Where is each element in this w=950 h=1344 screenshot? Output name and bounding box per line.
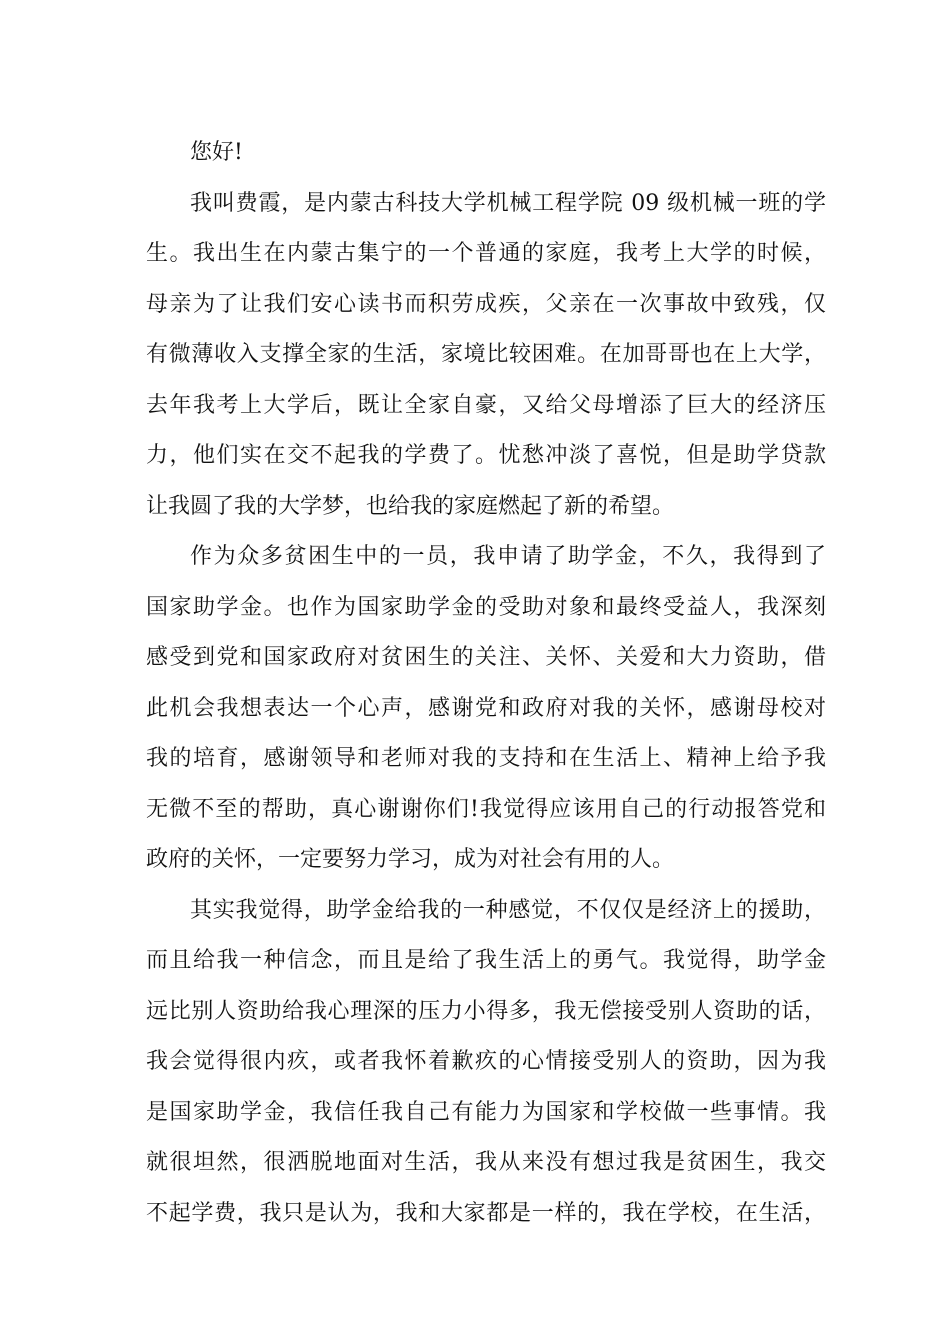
- paragraph-3-line-7: 不起学费，我只是认为，我和大家都是一样的，我在学校，在生活，: [146, 1200, 826, 1226]
- paragraph-2-line-6: 无微不至的帮助，真心谢谢你们!我觉得应该用自己的行动报答党和: [146, 796, 826, 822]
- paragraph-1-line-4: 有微薄收入支撑全家的生活，家境比较困难。在加哥哥也在上大学，: [146, 342, 826, 367]
- paragraph-1-line-1: 我叫费霞，是内蒙古科技大学机械工程学院 09 级机械一班的学: [190, 190, 826, 216]
- paragraph-1-line-5: 去年我考上大学后，既让全家自豪，又给父母增添了巨大的经济压: [146, 392, 826, 418]
- paragraph-2-line-1: 作为众多贫困生中的一员，我申请了助学金，不久，我得到了: [190, 544, 826, 569]
- paragraph-1-line-7: 让我圆了我的大学梦，也给我的家庭燃起了新的希望。: [146, 493, 675, 519]
- paragraph-2-line-2: 国家助学金。也作为国家助学金的受助对象和最终受益人，我深刻: [146, 594, 826, 620]
- paragraph-1-line-2: 生。我出生在内蒙古集宁的一个普通的家庭，我考上大学的时候，: [146, 241, 826, 266]
- paragraph-2-line-5: 我的培育，感谢领导和老师对我的支持和在生活上、精神上给予我: [146, 746, 826, 771]
- paragraph-2-line-4: 此机会我想表达一个心声，感谢党和政府对我的关怀，感谢母校对: [146, 695, 826, 721]
- paragraph-1-line-6: 力，他们实在交不起我的学费了。忧愁冲淡了喜悦，但是助学贷款: [146, 443, 826, 468]
- greeting-line: 您好!: [190, 140, 243, 165]
- letter-body: [146, 128, 826, 1239]
- paragraph-3-line-5: 是国家助学金，我信任我自己有能力为国家和学校做一些事情。我: [146, 1099, 826, 1125]
- paragraph-3-line-1: 其实我觉得，助学金给我的一种感觉，不仅仅是经济上的援助，: [190, 897, 826, 923]
- paragraph-3-line-3: 远比别人资助给我心理深的压力小得多，我无偿接受别人资助的话，: [146, 998, 826, 1024]
- paragraph-3-line-2: 而且给我一种信念，而且是给了我生活上的勇气。我觉得，助学金: [146, 948, 826, 973]
- paragraph-2-line-7: 政府的关怀，一定要努力学习，成为对社会有用的人。: [146, 847, 675, 872]
- paragraph-1-line-3: 母亲为了让我们安心读书而积劳成疾，父亲在一次事故中致残，仅: [146, 291, 826, 317]
- paragraph-2-line-3: 感受到党和国家政府对贫困生的关注、关怀、关爱和大力资助，借: [146, 645, 826, 670]
- paragraph-3-line-4: 我会觉得很内疚，或者我怀着歉疚的心情接受别人的资助，因为我: [146, 1049, 826, 1074]
- paragraph-3-line-6: 就很坦然，很洒脱地面对生活，我从来没有想过我是贫困生，我交: [146, 1150, 826, 1175]
